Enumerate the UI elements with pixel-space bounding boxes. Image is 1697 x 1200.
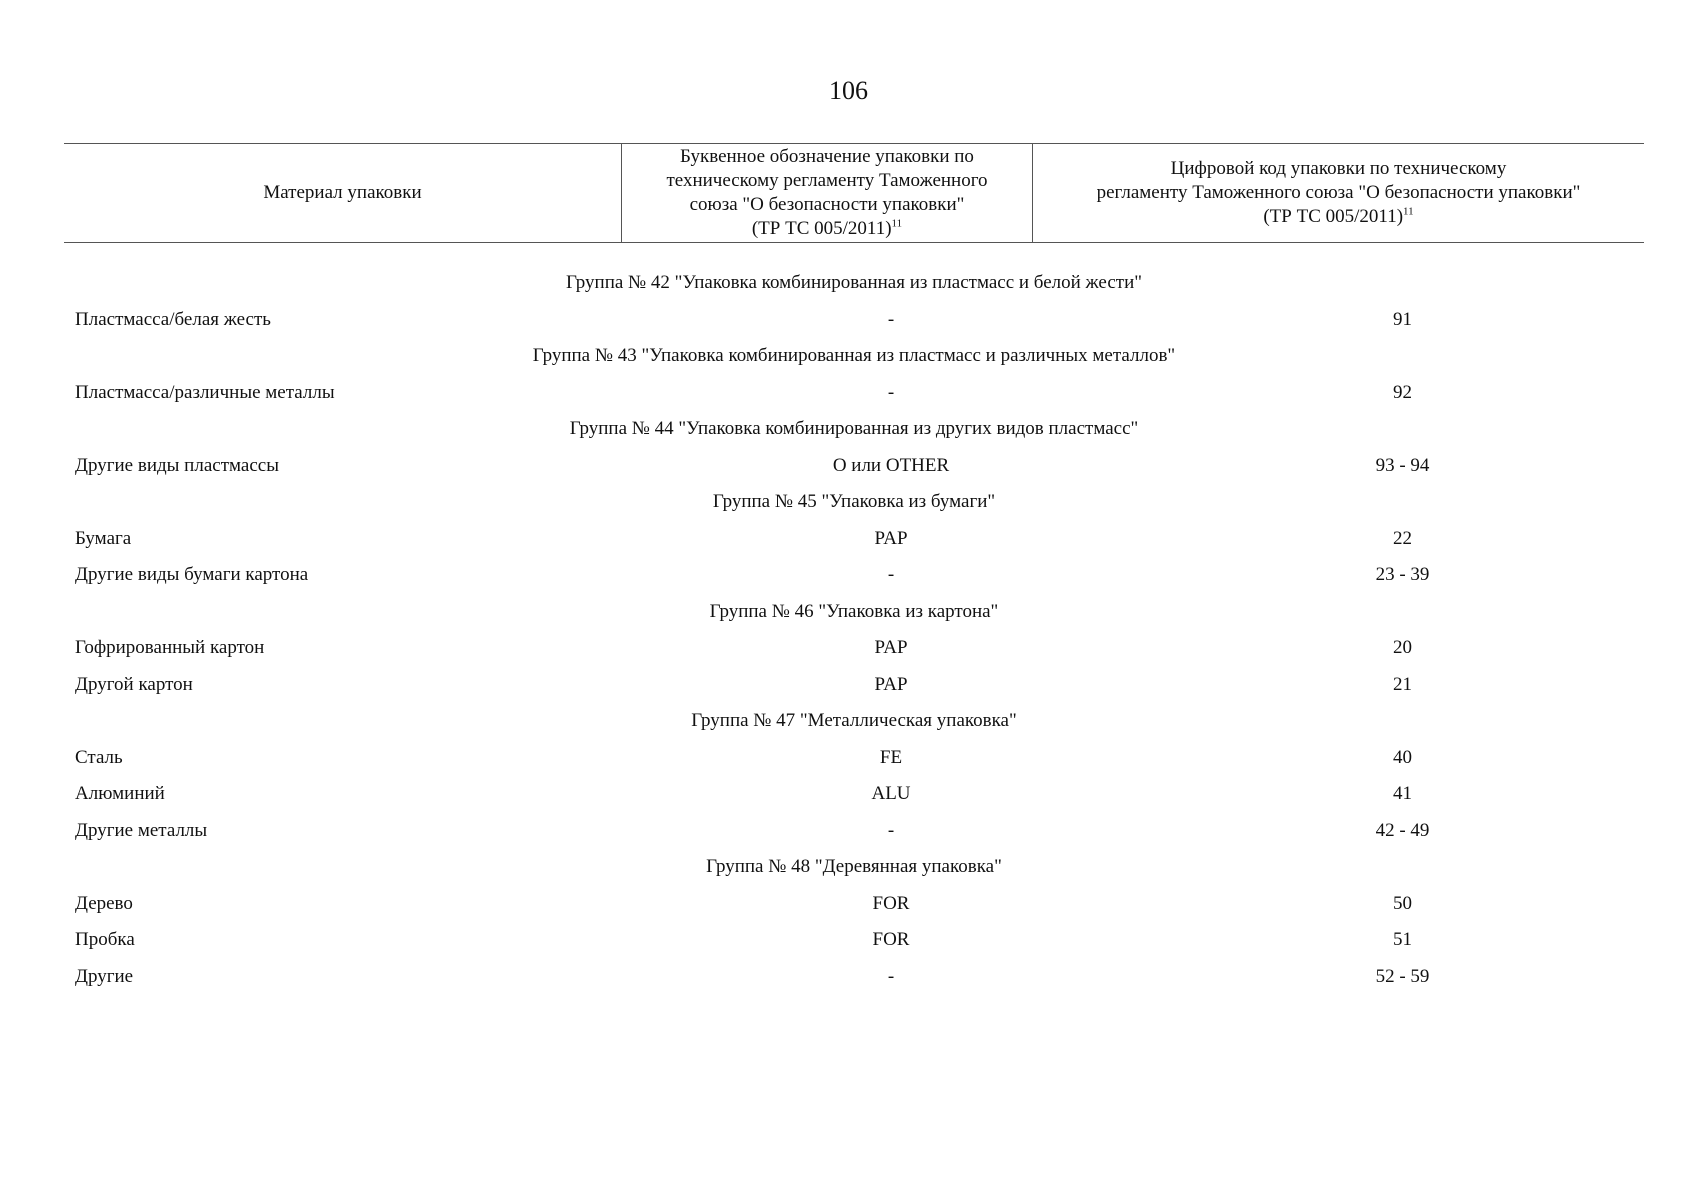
material-cell: Дерево	[75, 892, 133, 914]
page-number: 106	[829, 76, 868, 105]
letter-code-cell: PAP	[874, 527, 908, 549]
letter-code-cell: FE	[879, 746, 903, 768]
header-code-line: регламенту Таможенного союза "О безопасности упаковки"	[1096, 182, 1581, 203]
group-heading-row	[64, 265, 1644, 302]
header-material-label: Материал упаковки	[263, 182, 422, 203]
table-row	[64, 557, 1644, 594]
group-heading-row	[64, 411, 1644, 448]
group-heading: Группа № 44 "Упаковка комбинированная из других видов пластмасс"	[569, 418, 1139, 440]
numeric-code-cell: 23 - 39	[1375, 564, 1430, 586]
numeric-code-cell: 52 - 59	[1375, 965, 1430, 987]
header-code-line: (ТР ТС 005/2011)	[1263, 206, 1404, 227]
material-cell: Другие	[75, 965, 134, 987]
group-heading: Группа № 43 "Упаковка комбинированная из пластмасс и различных металлов"	[532, 345, 1176, 367]
group-heading: Группа № 45 "Упаковка из бумаги"	[712, 491, 996, 513]
letter-code-cell: FOR	[872, 892, 910, 914]
letter-code-cell: -	[887, 819, 895, 841]
material-cell: Другие виды бумаги картона	[75, 564, 309, 586]
numeric-code-cell: 40	[1393, 746, 1412, 768]
table-row	[64, 959, 1644, 996]
material-cell: Алюминий	[75, 783, 165, 805]
group-heading-row	[64, 849, 1644, 886]
numeric-code-cell: 42 - 49	[1375, 819, 1430, 841]
table-row	[64, 302, 1644, 339]
letter-code-cell: ALU	[871, 783, 911, 805]
material-cell: Бумага	[75, 527, 132, 549]
numeric-code-cell: 41	[1393, 783, 1412, 805]
table-body	[64, 243, 1644, 995]
table-row	[64, 922, 1644, 959]
letter-code-cell: -	[887, 308, 895, 330]
numeric-code-cell: 51	[1393, 929, 1412, 951]
table-row	[64, 375, 1644, 412]
header-letter-line: союза "О безопасности упаковки"	[689, 194, 965, 215]
group-heading-row	[64, 484, 1644, 521]
letter-code-cell: PAP	[874, 673, 908, 695]
material-cell: Гофрированный картон	[75, 637, 265, 659]
material-cell: Пластмасса/белая жесть	[75, 308, 271, 330]
material-cell: Другой картон	[75, 673, 193, 695]
letter-code-cell: PAP	[874, 637, 908, 659]
numeric-code-cell: 93 - 94	[1375, 454, 1430, 476]
header-letter-code	[621, 144, 1033, 242]
group-heading: Группа № 46 "Упаковка из картона"	[709, 600, 999, 622]
letter-code-cell: -	[887, 965, 895, 987]
table-row	[64, 667, 1644, 704]
footnote-reference: 11	[1403, 205, 1414, 218]
letter-code-cell: FOR	[872, 929, 910, 951]
group-heading-row	[64, 703, 1644, 740]
numeric-code-cell: 91	[1393, 308, 1412, 330]
material-cell: Пластмасса/различные металлы	[75, 381, 335, 403]
header-letter-line: (ТР ТС 005/2011)	[751, 218, 892, 239]
header-numeric-code	[1033, 144, 1644, 242]
table-row	[64, 448, 1644, 485]
header-letter-line: Буквенное обозначение упаковки по	[680, 146, 974, 167]
group-heading: Группа № 47 "Металлическая упаковка"	[691, 710, 1017, 732]
table-row	[64, 776, 1644, 813]
letter-code-cell: -	[887, 381, 895, 403]
group-heading-row	[64, 338, 1644, 375]
numeric-code-cell: 21	[1393, 673, 1412, 695]
table-row	[64, 813, 1644, 850]
numeric-code-cell: 20	[1393, 637, 1412, 659]
packaging-table	[64, 143, 1644, 995]
material-cell: Другие виды пластмассы	[75, 454, 279, 476]
header-letter-line: техническому регламенту Таможенного	[666, 170, 988, 191]
letter-code-cell: O или OTHER	[832, 454, 950, 476]
table-row	[64, 886, 1644, 923]
footnote-reference: 11	[891, 217, 903, 230]
group-heading: Группа № 42 "Упаковка комбинированная из пластмасс и белой жести"	[566, 272, 1142, 294]
numeric-code-cell: 92	[1393, 381, 1412, 403]
table-header	[64, 143, 1644, 243]
group-heading: Группа № 48 "Деревянная упаковка"	[706, 856, 1002, 878]
header-material	[64, 144, 621, 242]
table-row	[64, 630, 1644, 667]
header-code-line: Цифровой код упаковки по техническому	[1170, 158, 1507, 179]
group-heading-row	[64, 594, 1644, 631]
letter-code-cell: -	[887, 564, 895, 586]
material-cell: Сталь	[75, 746, 123, 768]
numeric-code-cell: 50	[1393, 892, 1412, 914]
table-row	[64, 740, 1644, 777]
material-cell: Пробка	[75, 929, 135, 951]
table-row	[64, 521, 1644, 558]
numeric-code-cell: 22	[1393, 527, 1412, 549]
material-cell: Другие металлы	[75, 819, 208, 841]
